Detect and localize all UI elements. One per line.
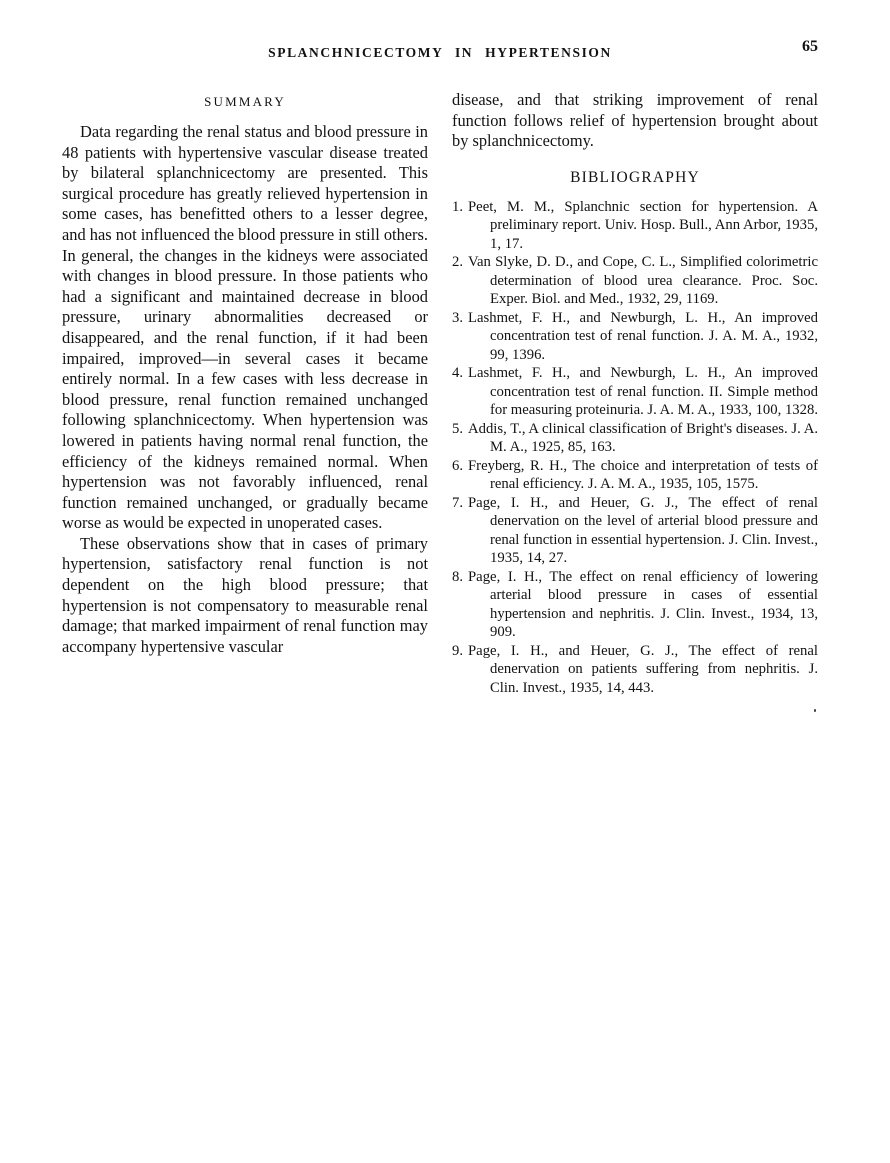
reference-text: Page, I. H., The effect on renal efficiency of lowering arterial blood pressure in cases of essential hypertension and nephritis. J. Clin. Invest., 1934, 13, 909. [468,568,818,641]
reference-item [452,198,818,254]
reference-text: Peet, M. M., Splanchnic section for hypertension. A preliminary report. Univ. Hosp. Bull., Ann Arbor, 1935, 1, 17. [468,198,818,252]
two-column-layout [62,90,818,697]
reference-text: Lashmet, F. H., and Newburgh, L. H., An improved concentration test of renal function. J. A. M. A., 1932, 99, 1396. [468,309,818,363]
page-number: 65 [802,38,818,55]
reference-list [452,198,818,698]
reference-number: 7. [452,494,464,511]
reference-text: Page, I. H., and Heuer, G. J., The effect of renal denervation on patients suffering from nephritis. J. Clin. Invest., 1935, 14, 443. [468,642,818,696]
left-column [62,90,428,697]
reference-number: 2. [452,254,464,271]
summary-paragraph-2: These observations show that in cases of primary hypertension, satisfactory renal function is not dependent on the high blood pressure; that hypertension is not compensatory to measurable renal damage; that marked impairment of renal function may accompany hypertensive vascular [62,533,428,656]
reference-item [452,494,818,568]
reference-text: Freyberg, R. H., The choice and interpretation of tests of renal efficiency. J. A. M. A., 1935, 105, 1575. [468,457,818,493]
summary-heading: SUMMARY [204,94,286,109]
summary-continuation: disease, and that striking improvement of renal function follows relief of hypertension brought about by splanchnicectomy. [452,90,818,151]
reference-number: 3. [452,309,464,326]
reference-item [452,642,818,698]
reference-item [452,457,818,494]
reference-number: 4. [452,365,464,382]
right-column [452,90,818,697]
reference-text: Page, I. H., and Heuer, G. J., The effect of renal denervation on the level of arterial blood pressure and renal function in essential hypertension. J. Clin. Invest., 1935, 14, 27. [468,494,818,567]
reference-text: Addis, T., A clinical classification of Bright's diseases. J. A. M. A., 1925, 85, 163. [468,420,818,456]
summary-paragraph-1: Data regarding the renal status and blood pressure in 48 patients with hypertensive vascular disease treated by bilateral splanchnicectomy are presented. This surgical procedure has greatly relieved hypertension in some cases, has benefitted others to a lesser degree, and has not influenced the blood pressure in still others. In general, the changes in the kidneys were associated with changes in blood pressure. In those patients who had a significant and maintained decrease in blood pressure, urinary abnormalities decreased or disappeared, and the renal function, if it had been impaired, improved—in several cases it became entirely normal. In a few cases with less decrease in blood pressure, renal function remained unchanged following splanchnicectomy. When hypertension was lowered in patients having normal renal function, the efficiency of the kidneys remained normal. When hypertension was not favorably influenced, renal function remained unchanged, or gradually became worse as would be expected in unoperated cases. [62,122,428,533]
running-title: SPLANCHNICECTOMY IN HYPERTENSION [268,45,612,60]
reference-number: 6. [452,457,464,474]
scan-artifact-dot [814,709,816,712]
reference-item [452,568,818,642]
bibliography-heading: BIBLIOGRAPHY [570,168,700,186]
reference-item [452,309,818,365]
reference-text: Van Slyke, D. D., and Cope, C. L., Simplified colorimetric determination of blood urea clearance. Proc. Soc. Exper. Biol. and Med., 1932, 29, 1169. [468,254,818,308]
reference-item [452,253,818,309]
reference-text: Lashmet, F. H., and Newburgh, L. H., An improved concentration test of renal function. II. Simple method for measuring proteinuria. J. A. M. A., 1933, 100, 1328. [468,365,818,419]
reference-number: 8. [452,568,464,585]
reference-item [452,420,818,457]
reference-number: 9. [452,642,464,659]
page-header [62,38,818,64]
reference-item [452,364,818,420]
reference-number: 1. [452,198,464,215]
reference-number: 5. [452,420,464,437]
